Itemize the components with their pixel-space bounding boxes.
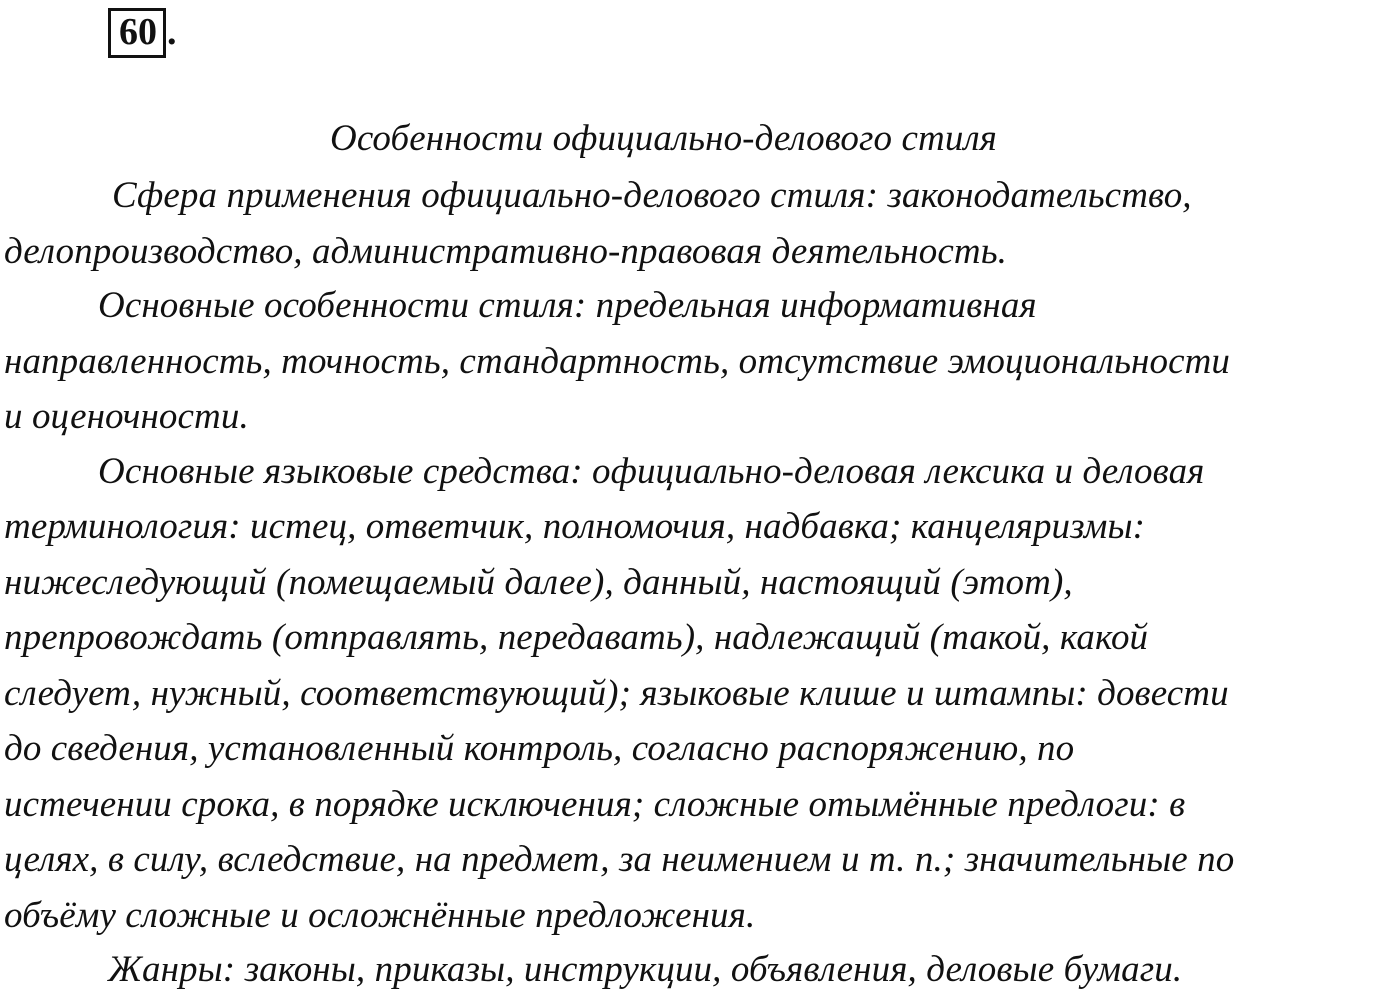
paragraph-line: Основные особенности стиля: предельная информативная [98, 285, 1037, 326]
paragraph-line: объёму сложные и осложнённые предложения. [4, 895, 756, 936]
paragraph-line: терминология: истец, ответчик, полномочия, надбавка; канцеляризмы: [4, 506, 1146, 547]
paragraph-line: препровождать (отправлять, передавать), надлежащий (такой, какой [4, 617, 1149, 658]
paragraph-line: следует, нужный, соответствующий); языковые клише и штампы: довести [4, 673, 1229, 714]
document-title: Особенности официально-делового стиля [330, 118, 997, 159]
task-number-box: 60 [108, 8, 166, 58]
task-number-period: . [167, 11, 177, 53]
task-number [108, 8, 177, 58]
paragraph-line: до сведения, установленный контроль, согласно распоряжению, по [4, 728, 1075, 769]
paragraph-line: направленность, точность, стандартность, отсутствие эмоциональности [4, 341, 1231, 382]
paragraph-line: Сфера применения официально-делового стиля: законодательство, [112, 175, 1192, 216]
paragraph-line: Жанры: законы, приказы, инструкции, объявления, деловые бумаги. [108, 949, 1183, 990]
paragraph-line: целях, в силу, вследствие, на предмет, за неимением и т. п.; значительные по [4, 839, 1235, 880]
paragraph-line: нижеследующий (помещаемый далее), данный, настоящий (этот), [4, 562, 1073, 603]
paragraph-line: Основные языковые средства: официально-деловая лексика и деловая [98, 451, 1205, 492]
paragraph-line: истечении срока, в порядке исключения; сложные отымённые предлоги: в [4, 784, 1186, 825]
paragraph-line: делопроизводство, административно-правовая деятельность. [4, 231, 1007, 272]
paragraph-line: и оценочности. [4, 396, 249, 437]
